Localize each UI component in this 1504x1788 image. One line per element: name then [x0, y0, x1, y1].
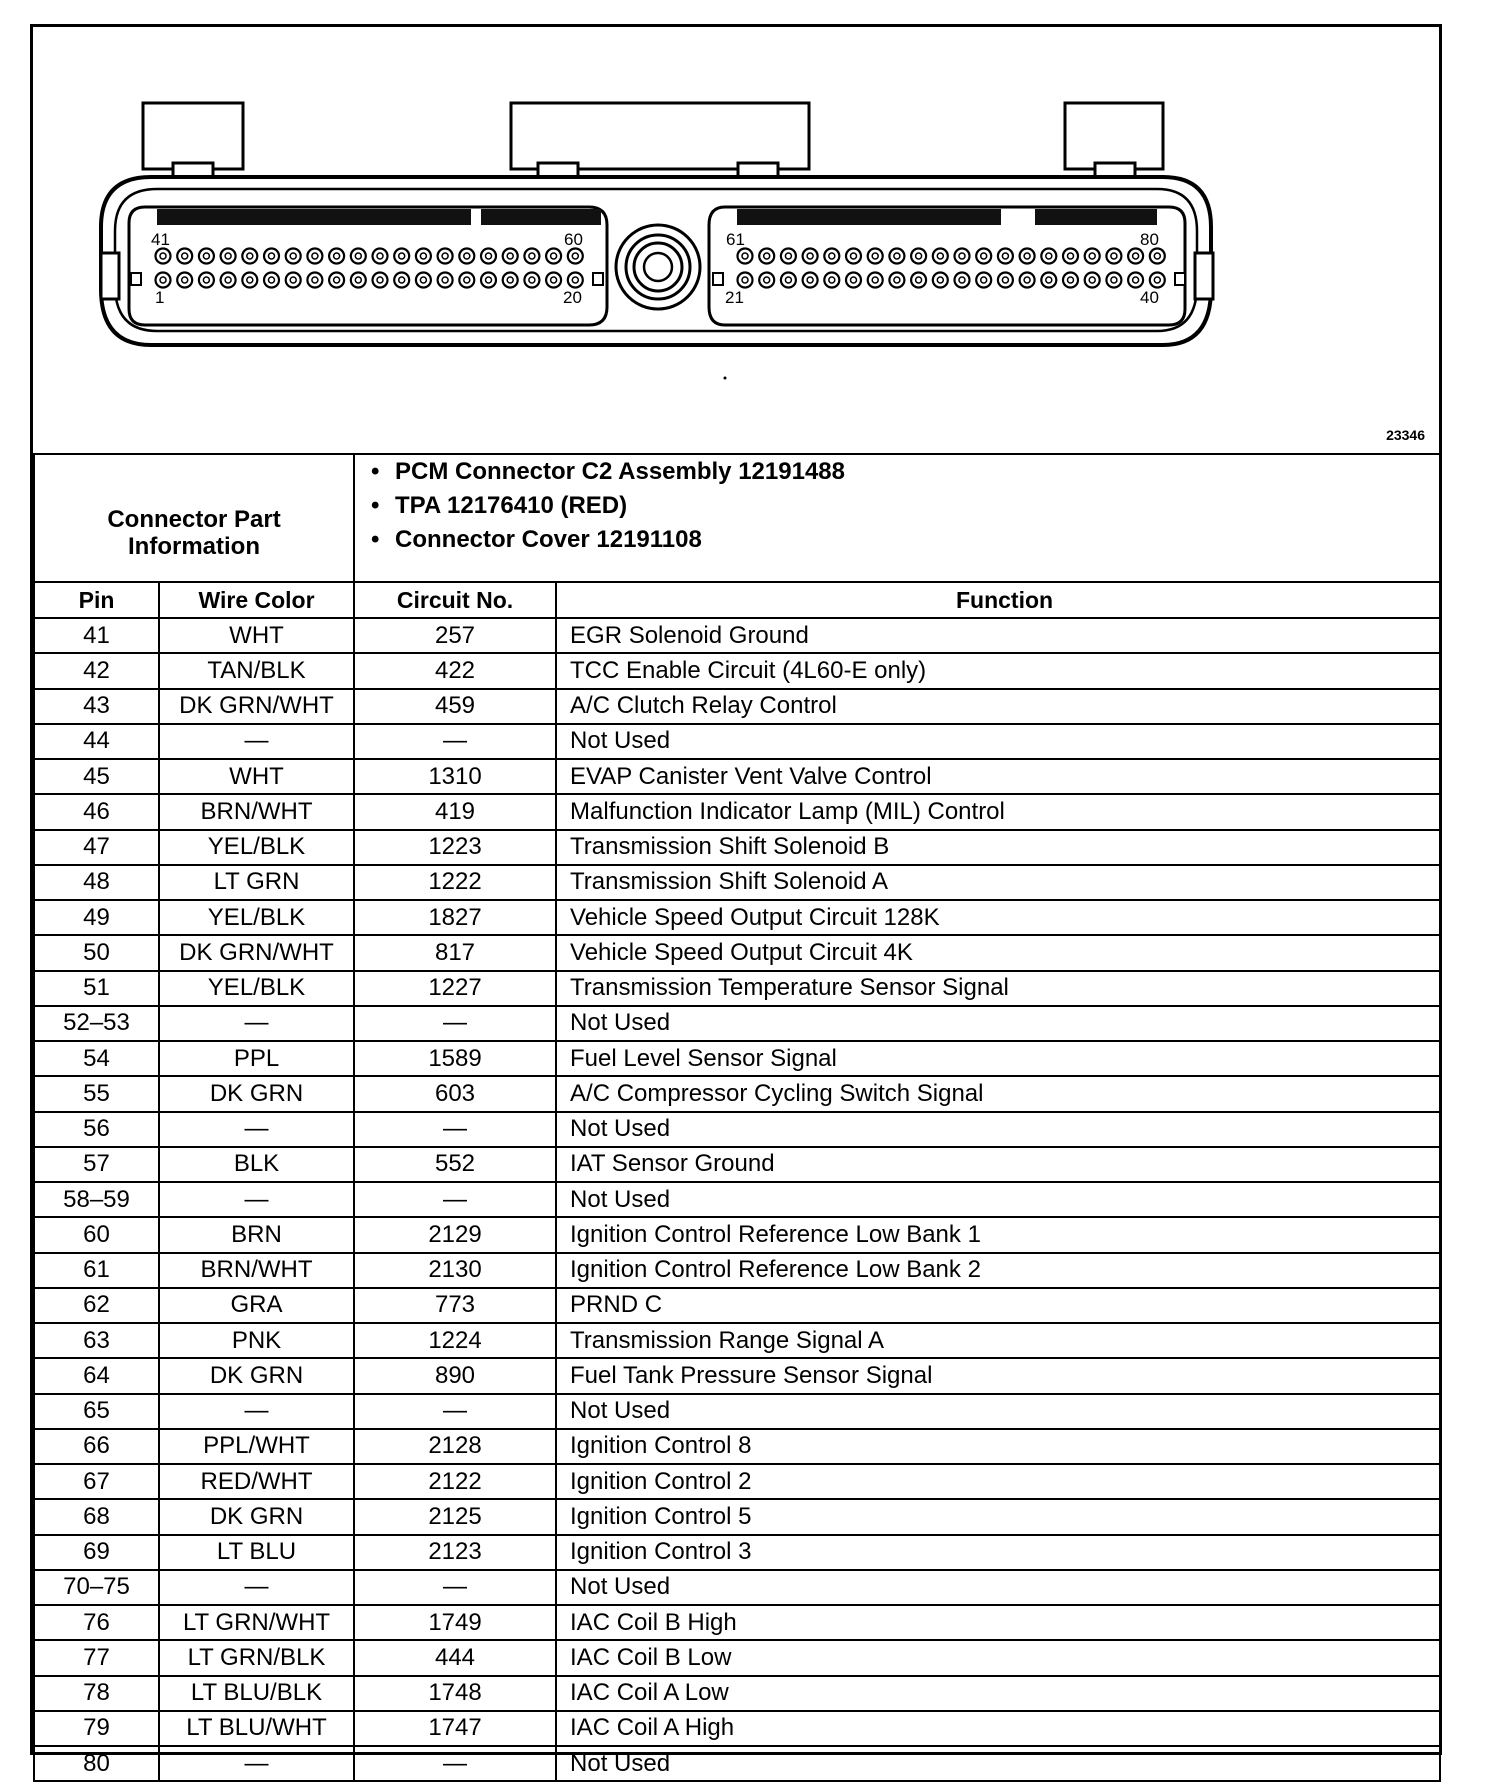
pin-hole	[933, 273, 948, 288]
pin-hole	[394, 273, 409, 288]
wire-color-cell: —	[159, 1006, 354, 1041]
pin-hole	[156, 249, 171, 264]
function-cell: IAC Coil B High	[556, 1605, 1440, 1640]
function-cell: IAC Coil A Low	[556, 1676, 1440, 1711]
pin-hole	[846, 249, 861, 264]
pin-hole	[738, 273, 753, 288]
pin-cell: 77	[34, 1640, 159, 1675]
wire-color-cell: —	[159, 1112, 354, 1147]
wire-color-cell: BRN/WHT	[159, 794, 354, 829]
function-cell: Transmission Range Signal A	[556, 1323, 1440, 1358]
pin-hole	[438, 273, 453, 288]
circuit-cell: 2125	[354, 1499, 556, 1534]
pin-cell: 67	[34, 1464, 159, 1499]
circuit-cell: —	[354, 1112, 556, 1147]
table-row	[34, 1394, 1440, 1429]
pin-hole	[307, 249, 322, 264]
circuit-cell: 422	[354, 653, 556, 688]
pin-cell: 51	[34, 971, 159, 1006]
pin-cell: 60	[34, 1217, 159, 1252]
circuit-cell: 1227	[354, 971, 556, 1006]
pin-cell: 64	[34, 1358, 159, 1393]
pin-hole	[759, 249, 774, 264]
pin-hole	[889, 249, 904, 264]
pin-hole	[824, 273, 839, 288]
pin-hole	[568, 249, 583, 264]
pin-hole	[1041, 273, 1056, 288]
circuit-cell: —	[354, 1006, 556, 1041]
part-info-item: • TPA 12176410 (RED)	[395, 489, 1439, 523]
circuit-cell: 419	[354, 794, 556, 829]
table-row	[34, 618, 1440, 653]
wire-color-cell: DK GRN	[159, 1076, 354, 1111]
part-info-row	[34, 454, 1440, 582]
wire-color-cell: GRA	[159, 1288, 354, 1323]
pin-hole	[394, 249, 409, 264]
wire-color-cell: PPL/WHT	[159, 1429, 354, 1464]
function-cell: Not Used	[556, 724, 1440, 759]
function-cell: Ignition Control Reference Low Bank 2	[556, 1253, 1440, 1288]
circuit-cell: 2129	[354, 1217, 556, 1252]
circuit-cell: 1223	[354, 830, 556, 865]
function-cell: Not Used	[556, 1746, 1440, 1781]
pin-hole	[264, 273, 279, 288]
function-cell: Not Used	[556, 1006, 1440, 1041]
wire-color-cell: YEL/BLK	[159, 900, 354, 935]
pin-hole	[976, 273, 991, 288]
pin-hole	[242, 249, 257, 264]
pin-hole	[524, 273, 539, 288]
pin-hole	[221, 273, 236, 288]
pin-hole	[351, 273, 366, 288]
pin-hole	[1106, 273, 1121, 288]
table-row	[34, 1253, 1440, 1288]
part-info-item: • PCM Connector C2 Assembly 12191488	[395, 455, 1439, 489]
function-cell: Transmission Temperature Sensor Signal	[556, 971, 1440, 1006]
function-cell: Not Used	[556, 1570, 1440, 1605]
col-header-pin: Pin	[34, 582, 159, 618]
wire-color-cell: BLK	[159, 1147, 354, 1182]
pin-cell: 79	[34, 1711, 159, 1746]
wire-color-cell: RED/WHT	[159, 1464, 354, 1499]
table-row	[34, 689, 1440, 724]
pin-cell: 45	[34, 759, 159, 794]
pin-cell: 48	[34, 865, 159, 900]
pin-hole	[846, 273, 861, 288]
table-row	[34, 1535, 1440, 1570]
circuit-cell: —	[354, 1570, 556, 1605]
pin-hole	[546, 273, 561, 288]
table-row	[34, 1112, 1440, 1147]
wire-color-cell: LT BLU/BLK	[159, 1676, 354, 1711]
pin-hole	[868, 273, 883, 288]
function-cell: Ignition Control 8	[556, 1429, 1440, 1464]
wire-color-cell: TAN/BLK	[159, 653, 354, 688]
pin-label-20: 20	[563, 288, 582, 307]
pin-cell: 54	[34, 1041, 159, 1076]
table-row	[34, 759, 1440, 794]
pin-hole	[503, 273, 518, 288]
table-row	[34, 830, 1440, 865]
pin-hole	[824, 249, 839, 264]
pin-hole	[1085, 249, 1100, 264]
pin-hole	[503, 249, 518, 264]
table-row	[34, 1746, 1440, 1781]
function-cell: Malfunction Indicator Lamp (MIL) Control	[556, 794, 1440, 829]
wire-color-cell: —	[159, 1746, 354, 1781]
pin-cell: 69	[34, 1535, 159, 1570]
pin-hole	[803, 273, 818, 288]
pin-hole	[1020, 273, 1035, 288]
figure-id: 23346	[1386, 427, 1425, 443]
pin-hole	[568, 273, 583, 288]
circuit-cell: 1748	[354, 1676, 556, 1711]
pin-hole	[781, 249, 796, 264]
circuit-cell: 1747	[354, 1711, 556, 1746]
pin-hole	[911, 273, 926, 288]
pin-hole	[416, 249, 431, 264]
wire-color-cell: DK GRN/WHT	[159, 689, 354, 724]
circuit-cell: —	[354, 1182, 556, 1217]
table-header-row	[34, 582, 1440, 618]
pin-hole	[481, 273, 496, 288]
pin-hole	[803, 249, 818, 264]
pin-label-41: 41	[151, 230, 170, 249]
table-row	[34, 794, 1440, 829]
table-row	[34, 1041, 1440, 1076]
pin-cell: 42	[34, 653, 159, 688]
part-info-label	[34, 454, 354, 582]
pin-cell: 55	[34, 1076, 159, 1111]
wire-color-cell: LT BLU/WHT	[159, 1711, 354, 1746]
wire-color-cell: YEL/BLK	[159, 830, 354, 865]
pin-cell: 65	[34, 1394, 159, 1429]
circuit-cell: —	[354, 1394, 556, 1429]
pin-cell: 43	[34, 689, 159, 724]
wire-color-cell: DK GRN	[159, 1358, 354, 1393]
pin-label-60: 60	[564, 230, 583, 249]
pin-hole	[1150, 249, 1165, 264]
pin-hole	[1085, 273, 1100, 288]
circuit-cell: 2128	[354, 1429, 556, 1464]
circuit-cell: —	[354, 724, 556, 759]
pin-hole	[868, 249, 883, 264]
circuit-cell: 552	[354, 1147, 556, 1182]
pin-hole	[373, 273, 388, 288]
pin-cell: 78	[34, 1676, 159, 1711]
pin-hole	[351, 249, 366, 264]
pin-hole	[373, 249, 388, 264]
function-cell: EGR Solenoid Ground	[556, 618, 1440, 653]
wire-color-cell: LT GRN/BLK	[159, 1640, 354, 1675]
wire-color-cell: —	[159, 1394, 354, 1429]
pin-cell: 50	[34, 935, 159, 970]
wire-color-cell: —	[159, 1570, 354, 1605]
document-frame	[30, 24, 1442, 1777]
wire-color-cell: WHT	[159, 759, 354, 794]
pin-label-1: 1	[155, 288, 165, 307]
function-cell: Transmission Shift Solenoid B	[556, 830, 1440, 865]
pcm-connector-face-icon	[33, 27, 1439, 453]
table-row	[34, 1358, 1440, 1393]
function-cell: A/C Clutch Relay Control	[556, 689, 1440, 724]
wire-color-cell: DK GRN	[159, 1499, 354, 1534]
pin-hole	[264, 249, 279, 264]
pin-hole	[976, 249, 991, 264]
function-cell: Ignition Control 2	[556, 1464, 1440, 1499]
table-row	[34, 865, 1440, 900]
pin-table	[33, 453, 1441, 1782]
function-cell: Not Used	[556, 1182, 1440, 1217]
pin-hole	[438, 249, 453, 264]
pin-hole	[889, 273, 904, 288]
pin-cell: 57	[34, 1147, 159, 1182]
circuit-cell: —	[354, 1746, 556, 1781]
function-cell: TCC Enable Circuit (4L60-E only)	[556, 653, 1440, 688]
pin-hole	[955, 273, 970, 288]
table-row	[34, 1570, 1440, 1605]
pin-hole	[242, 273, 257, 288]
pin-cell: 80	[34, 1746, 159, 1781]
wire-color-cell: WHT	[159, 618, 354, 653]
pin-cell: 61	[34, 1253, 159, 1288]
function-cell: Not Used	[556, 1112, 1440, 1147]
pin-hole	[1063, 273, 1078, 288]
pin-hole	[416, 273, 431, 288]
pin-hole	[524, 249, 539, 264]
col-header-function: Function	[556, 582, 1440, 618]
pin-cell: 46	[34, 794, 159, 829]
function-cell: Vehicle Speed Output Circuit 128K	[556, 900, 1440, 935]
wire-color-cell: PPL	[159, 1041, 354, 1076]
circuit-cell: 1749	[354, 1605, 556, 1640]
function-cell: Fuel Tank Pressure Sensor Signal	[556, 1358, 1440, 1393]
pin-label-61: 61	[726, 230, 745, 249]
pin-cell: 49	[34, 900, 159, 935]
function-cell: Transmission Shift Solenoid A	[556, 865, 1440, 900]
circuit-cell: 444	[354, 1640, 556, 1675]
wire-color-cell: LT GRN/WHT	[159, 1605, 354, 1640]
pin-hole	[546, 249, 561, 264]
table-row	[34, 1711, 1440, 1746]
circuit-cell: 459	[354, 689, 556, 724]
pin-hole	[177, 273, 192, 288]
circuit-cell: 817	[354, 935, 556, 970]
table-row	[34, 724, 1440, 759]
table-row	[34, 1605, 1440, 1640]
table-row	[34, 1288, 1440, 1323]
function-cell: IAC Coil B Low	[556, 1640, 1440, 1675]
col-header-circuit: Circuit No.	[354, 582, 556, 618]
part-info-list	[354, 454, 1440, 582]
pin-cell: 66	[34, 1429, 159, 1464]
pin-cell: 41	[34, 618, 159, 653]
table-row	[34, 653, 1440, 688]
pin-hole	[998, 249, 1013, 264]
pin-cell: 56	[34, 1112, 159, 1147]
pin-cell: 44	[34, 724, 159, 759]
function-cell: IAC Coil A High	[556, 1711, 1440, 1746]
pin-hole	[329, 249, 344, 264]
circuit-cell: 1310	[354, 759, 556, 794]
table-row	[34, 935, 1440, 970]
pin-hole	[759, 273, 774, 288]
wire-color-cell: LT GRN	[159, 865, 354, 900]
connector-figure	[33, 27, 1439, 453]
pin-cell: 70–75	[34, 1570, 159, 1605]
function-cell: Ignition Control Reference Low Bank 1	[556, 1217, 1440, 1252]
circuit-cell: 1589	[354, 1041, 556, 1076]
pin-cell: 58–59	[34, 1182, 159, 1217]
function-cell: Ignition Control 3	[556, 1535, 1440, 1570]
table-row	[34, 1006, 1440, 1041]
pin-hole	[221, 249, 236, 264]
table-row	[34, 1147, 1440, 1182]
wire-color-cell: LT BLU	[159, 1535, 354, 1570]
pin-hole	[156, 273, 171, 288]
col-header-wire-color: Wire Color	[159, 582, 354, 618]
pin-hole	[199, 249, 214, 264]
function-cell: A/C Compressor Cycling Switch Signal	[556, 1076, 1440, 1111]
table-row	[34, 1217, 1440, 1252]
function-cell: Not Used	[556, 1394, 1440, 1429]
circuit-cell: 890	[354, 1358, 556, 1393]
pin-hole	[911, 249, 926, 264]
pin-cell: 47	[34, 830, 159, 865]
table-row	[34, 1464, 1440, 1499]
wire-color-cell: YEL/BLK	[159, 971, 354, 1006]
pin-hole	[1128, 273, 1143, 288]
pin-hole	[1106, 249, 1121, 264]
table-row	[34, 1182, 1440, 1217]
circuit-cell: 2130	[354, 1253, 556, 1288]
pin-label-40: 40	[1140, 288, 1159, 307]
part-info-label-line2: Information	[128, 533, 260, 560]
pin-cell: 76	[34, 1605, 159, 1640]
wire-color-cell: —	[159, 724, 354, 759]
function-cell: PRND C	[556, 1288, 1440, 1323]
pin-cell: 68	[34, 1499, 159, 1534]
table-row	[34, 1640, 1440, 1675]
table-row	[34, 1676, 1440, 1711]
pin-hole	[481, 249, 496, 264]
pin-hole	[781, 273, 796, 288]
table-row	[34, 1323, 1440, 1358]
function-cell: IAT Sensor Ground	[556, 1147, 1440, 1182]
pin-hole	[459, 249, 474, 264]
pin-hole	[955, 249, 970, 264]
pin-hole	[1150, 273, 1165, 288]
pin-hole	[329, 273, 344, 288]
circuit-cell: 257	[354, 618, 556, 653]
wire-color-cell: DK GRN/WHT	[159, 935, 354, 970]
function-cell: Ignition Control 5	[556, 1499, 1440, 1534]
pin-hole	[998, 273, 1013, 288]
wire-color-cell: —	[159, 1182, 354, 1217]
pin-hole	[177, 249, 192, 264]
pin-hole	[307, 273, 322, 288]
pin-cell: 52–53	[34, 1006, 159, 1041]
function-cell: Fuel Level Sensor Signal	[556, 1041, 1440, 1076]
circuit-cell: 2123	[354, 1535, 556, 1570]
circuit-cell: 1224	[354, 1323, 556, 1358]
pin-hole	[286, 273, 301, 288]
pin-hole	[1063, 249, 1078, 264]
pin-hole	[1041, 249, 1056, 264]
wire-color-cell: PNK	[159, 1323, 354, 1358]
circuit-cell: 1222	[354, 865, 556, 900]
pin-hole	[459, 273, 474, 288]
table-row	[34, 1429, 1440, 1464]
part-info-label-line1: Connector Part	[107, 506, 281, 533]
circuit-cell: 1827	[354, 900, 556, 935]
pin-hole	[199, 273, 214, 288]
pin-hole	[1128, 249, 1143, 264]
pin-label-80: 80	[1140, 230, 1159, 249]
pin-hole	[1020, 249, 1035, 264]
table-row	[34, 1499, 1440, 1534]
pin-hole	[286, 249, 301, 264]
circuit-cell: 773	[354, 1288, 556, 1323]
pin-cell: 62	[34, 1288, 159, 1323]
pin-hole	[933, 249, 948, 264]
circuit-cell: 2122	[354, 1464, 556, 1499]
function-cell: EVAP Canister Vent Valve Control	[556, 759, 1440, 794]
wire-color-cell: BRN	[159, 1217, 354, 1252]
circuit-cell: 603	[354, 1076, 556, 1111]
wire-color-cell: BRN/WHT	[159, 1253, 354, 1288]
table-row	[34, 971, 1440, 1006]
table-row	[34, 1076, 1440, 1111]
pin-label-21: 21	[725, 288, 744, 307]
part-info-item: • Connector Cover 12191108	[395, 523, 1439, 557]
table-row	[34, 900, 1440, 935]
pin-cell: 63	[34, 1323, 159, 1358]
pin-hole	[738, 249, 753, 264]
function-cell: Vehicle Speed Output Circuit 4K	[556, 935, 1440, 970]
